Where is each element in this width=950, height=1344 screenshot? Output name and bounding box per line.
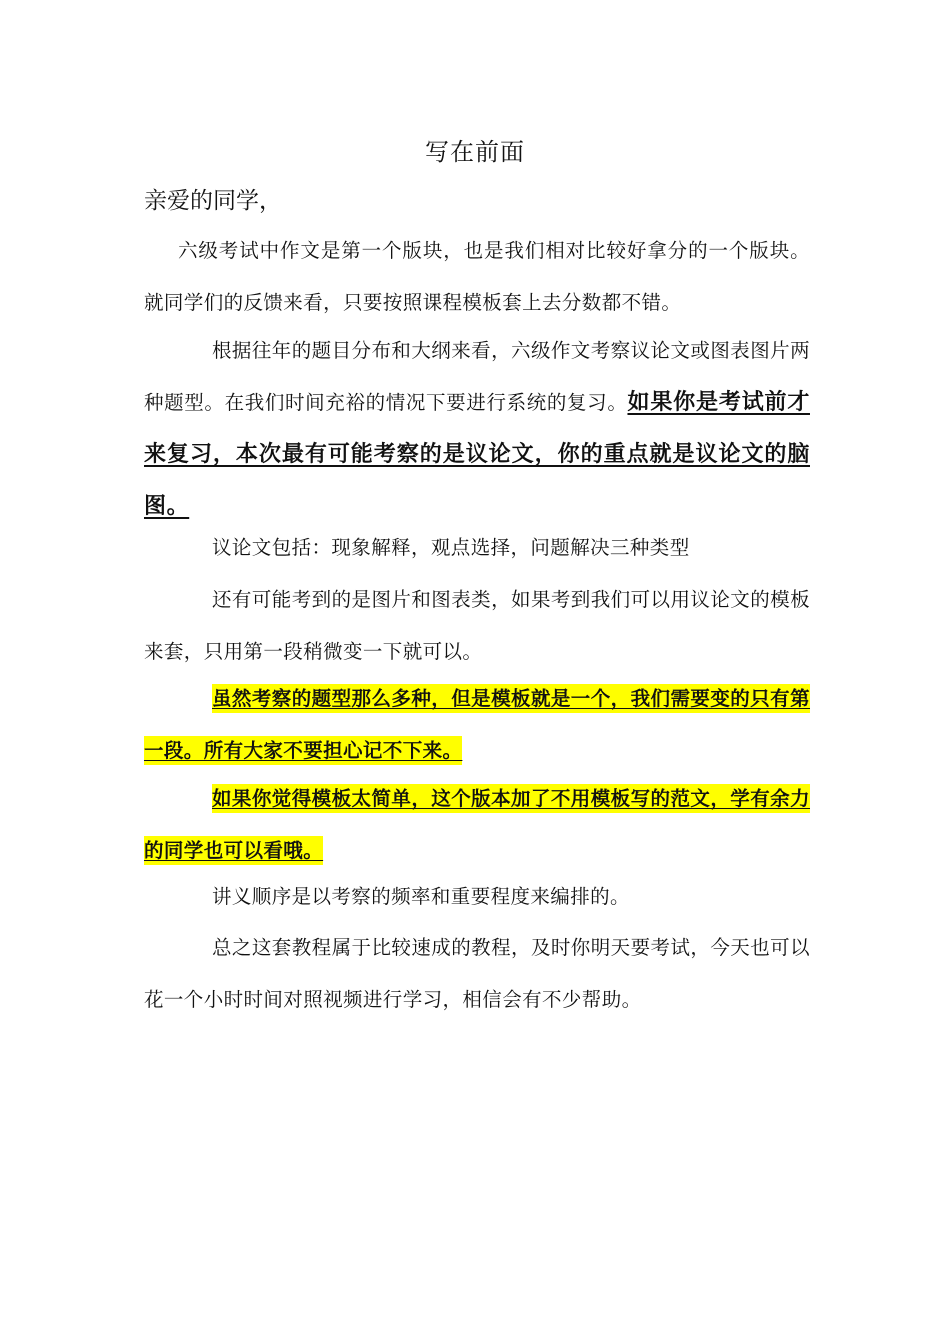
paragraph-exam-types <box>144 325 810 533</box>
emphasis-argumentative-focus: 如果你是考试前才来复习，本次最有可能考察的是议论文，你的重点就是议论文的脑图。 <box>144 390 810 519</box>
paragraph-conclusion <box>144 922 810 1026</box>
paragraph-sample-essays <box>144 773 810 877</box>
highlight-sample-essays: 如果你觉得模板太简单，这个版本加了不用模板写的范文，学有余力的同学也可以看哦。 <box>144 784 810 865</box>
paragraph-conclusion-text: 总之这套教程属于比较速成的教程，及时你明天要考试，今天也可以花一个小时时间对照视频进行学习，相信会有不少帮助。 <box>144 936 810 1011</box>
salutation: 亲爱的同学， <box>144 188 282 214</box>
paragraph-argumentative-types-text: 议论文包括：现象解释，观点选择，问题解决三种类型 <box>212 536 690 559</box>
paragraph-intro <box>144 225 810 329</box>
paragraph-chart-types-text: 还有可能考到的是图片和图表类，如果考到我们可以用议论文的模板来套，只用第一段稍微变一下就可以。 <box>144 588 810 663</box>
paragraph-template-note <box>144 673 810 777</box>
paragraph-chart-types <box>144 574 810 678</box>
paragraph-argumentative-types <box>144 522 810 574</box>
paragraph-order <box>144 871 810 923</box>
paragraph-exam-types-text: 根据往年的题目分布和大纲来看，六级作文考察议论文或图表图片两种题型。在我们时间充裕的情况下要进行系统的复习。 <box>144 339 810 414</box>
page-title: 写在前面 <box>425 138 525 166</box>
paragraph-intro-text: 六级考试中作文是第一个版块，也是我们相对比较好拿分的一个版块。就同学们的反馈来看，只要按照课程模板套上去分数都不错。 <box>144 239 810 314</box>
paragraph-order-text: 讲义顺序是以考察的频率和重要程度来编排的。 <box>212 885 630 908</box>
highlight-template-note: 虽然考察的题型那么多种，但是模板就是一个，我们需要变的只有第一段。所有大家不要担心记不下来。 <box>144 684 810 765</box>
